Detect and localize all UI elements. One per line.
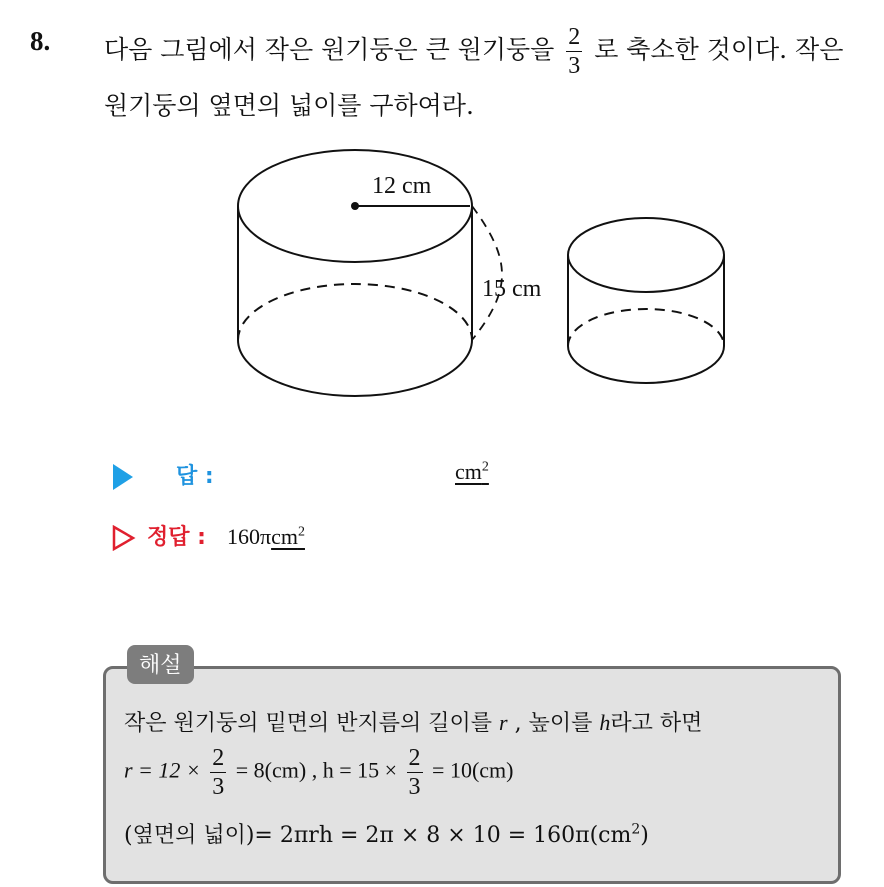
correct-label: 정답 :	[147, 525, 206, 550]
height-arc	[472, 206, 502, 340]
question-text-post: 로 축소한 것이다. 작은	[594, 35, 844, 64]
explanation-fraction-2: $\frac{2}{3}$	[408, 745, 421, 800]
explanation-line-3: (옆면의 넓이)= $2\pi rh = 2\pi \times 8 \times 10 = 160\pi(cm^2)$	[124, 821, 649, 848]
play-triangle-icon	[113, 464, 133, 490]
outline-triangle-icon	[112, 525, 136, 551]
explanation-line-1: 작은 원기둥의 밑면의 반지름의 길이를 r , 높이를 h라고 하면	[124, 710, 703, 736]
answer-unit-text: $cm^2$	[455, 459, 489, 484]
question-number: 8.	[30, 26, 51, 56]
height-label: 15 cm	[482, 276, 542, 302]
explanation-line-2: r = 12 × $\frac{2}{3}$ = 8(cm) , h = 15 × $\frac{2}{3}$ = 10(cm)	[124, 745, 514, 800]
question-text-pre: 다음 그림에서 작은 원기둥은 큰 원기둥을	[104, 35, 555, 64]
fraction-denominator: 3	[568, 53, 581, 79]
correct-value: 160π	[226, 524, 272, 549]
correct-unit: $cm^2$	[271, 524, 305, 549]
explanation-fraction-1: $\frac{2}{3}$	[212, 745, 225, 800]
large-cylinder	[238, 150, 472, 396]
explanation-tag: 해설	[127, 645, 194, 684]
answer-row	[113, 459, 214, 490]
question-fraction	[566, 25, 582, 78]
fraction-numerator: 2	[568, 24, 581, 50]
small-cylinder	[568, 218, 724, 383]
question-line-1	[104, 25, 843, 78]
radius-label: 12 cm	[372, 173, 432, 199]
question-line-2: 원기둥의 옆면의 넓이를 구하여라.	[104, 91, 474, 120]
cylinders-figure	[220, 140, 760, 430]
answer-unit	[455, 459, 489, 485]
answer-label: 답 :	[176, 464, 214, 489]
correct-answer-row	[112, 520, 305, 551]
